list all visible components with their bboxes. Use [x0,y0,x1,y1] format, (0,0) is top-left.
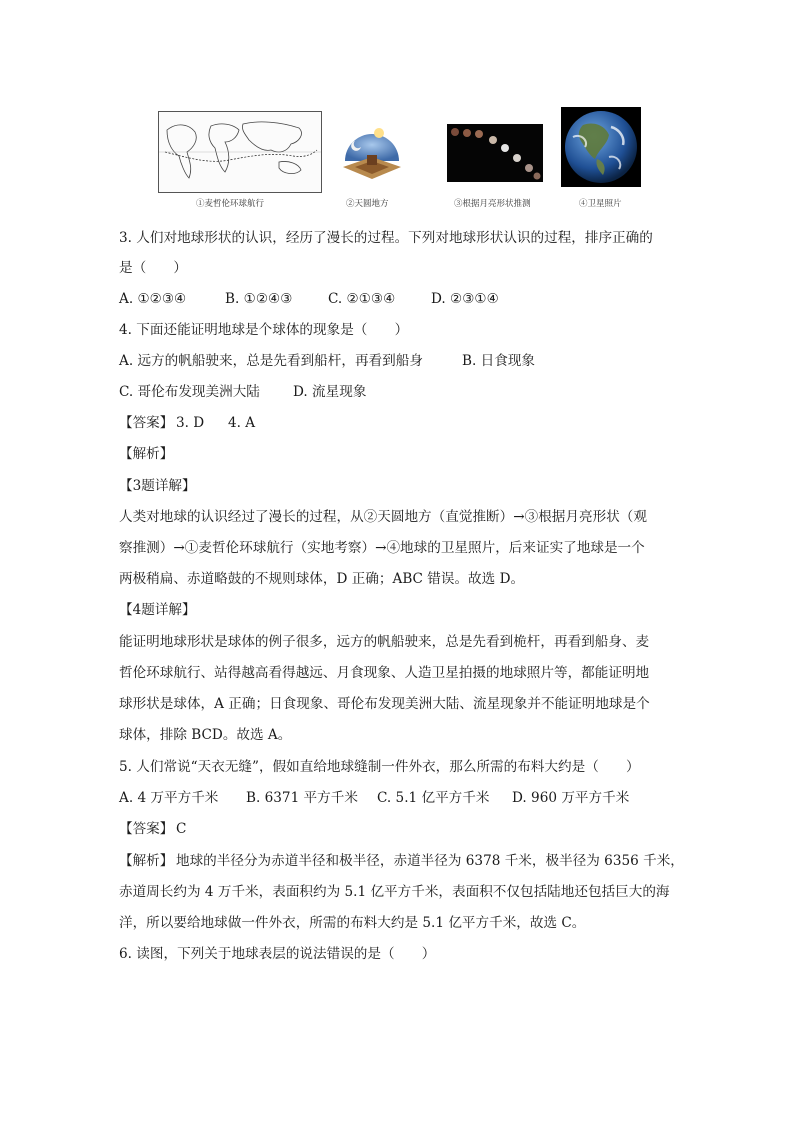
earth-photo-illustration [561,107,641,187]
q3-option-d: D. ②③①④ [431,291,499,307]
detail3-line2: 察推测）→①麦哲伦环球航行（实地考察）→④地球的卫星照片，后来证实了地球是一个 [119,540,645,556]
figure-dome-earth [341,117,403,187]
caption-magellan: ①麦哲伦环球航行 [196,199,265,209]
q4-option-c: C. 哥伦布发现美洲大陆 [119,384,260,400]
analysis-label: 【解析】 [119,446,174,462]
q6-stem: 6. 读图，下列关于地球表层的说法错误的是（ ） [119,946,436,962]
detail4-line3: 球形状是球体，A 正确；日食现象、哥伦布发现美洲大陆、流星现象并不能证明地球是个 [119,696,650,712]
q4-option-d: D. 流星现象 [293,384,367,400]
q5-option-d: D. 960 万平方千米 [512,790,630,806]
caption-satellite: ④卫星照片 [579,199,622,209]
analysis5-line3: 洋，所以要给地球做一件外衣，所需的布料大约是 5.1 亿平方千米，故选 C。 [119,915,586,931]
answer5-value: C [176,821,187,837]
answer5-label: 【答案】 [119,821,174,837]
detail4-line4: 球体，排除 BCD。故选 A。 [119,727,292,743]
detail3-line3: 两极稍扁、赤道略鼓的不规则球体，D 正确；ABC 错误。故选 D。 [119,571,525,587]
detail4-line2: 哲伦环球航行、站得越高看得越远、月食现象、人造卫星拍摄的地球照片等，都能证明地 [119,665,650,681]
q3-option-a: A. ①②③④ [119,291,187,307]
analysis5-line2: 赤道周长约为 4 万千米，表面积约为 5.1 亿平方千米，表面积不仅包括陆地还包括巨大的海 [119,884,670,900]
q5-option-c: C. 5.1 亿平方千米 [377,790,490,806]
figure-world-map [158,111,322,193]
detail3-line1: 人类对地球的认识经过了漫长的过程，从②天圆地方（直觉推断）→③根据月亮形状（观 [119,509,647,525]
q4-option-b: B. 日食现象 [462,353,536,369]
figure-moon-phases [447,124,543,182]
detail4-label: 【4题详解】 [119,602,196,618]
q3-option-b: B. ①②④③ [225,291,293,307]
moon-phases-illustration [447,124,543,182]
q3-stem-line1: 3. 人们对地球形状的认识，经历了漫长的过程。下列对地球形状认识的过程，排序正确的 [119,230,653,246]
q5-option-a: A. 4 万平方千米 [119,790,219,806]
world-map-illustration [159,112,321,192]
dome-illustration [341,117,403,187]
answer-q3: 3. D [176,415,205,431]
detail4-line1: 能证明地球形状是球体的例子很多，远方的帆船驶来，总是先看到桅杆，再看到船身、麦 [119,634,650,650]
q3-option-c: C. ②①③④ [328,291,396,307]
answer-label: 【答案】 [119,415,174,431]
detail3-label: 【3题详解】 [119,478,196,494]
caption-moon: ③根据月亮形状推测 [454,199,531,209]
q4-option-a: A. 远方的帆船驶来，总是先看到船杆，再看到船身 [119,353,423,369]
q4-stem: 4. 下面还能证明地球是个球体的现象是（ ） [119,322,409,338]
q3-stem-line2: 是（ ） [119,260,187,276]
analysis5-line1: 地球的半径分为赤道半径和极半径，赤道半径为 6378 千米，极半径为 6356 千米， [176,853,684,869]
q5-stem: 5. 人们常说“天衣无缝”，假如直给地球缝制一件外衣，那么所需的布料大约是（ ） [119,759,640,775]
answer-q4: 4. A [228,415,256,431]
figure-satellite-earth [561,107,641,187]
analysis5-label: 【解析】 [119,853,174,869]
q5-option-b: B. 6371 平方千米 [246,790,358,806]
caption-dome: ②天圆地方 [346,199,389,209]
